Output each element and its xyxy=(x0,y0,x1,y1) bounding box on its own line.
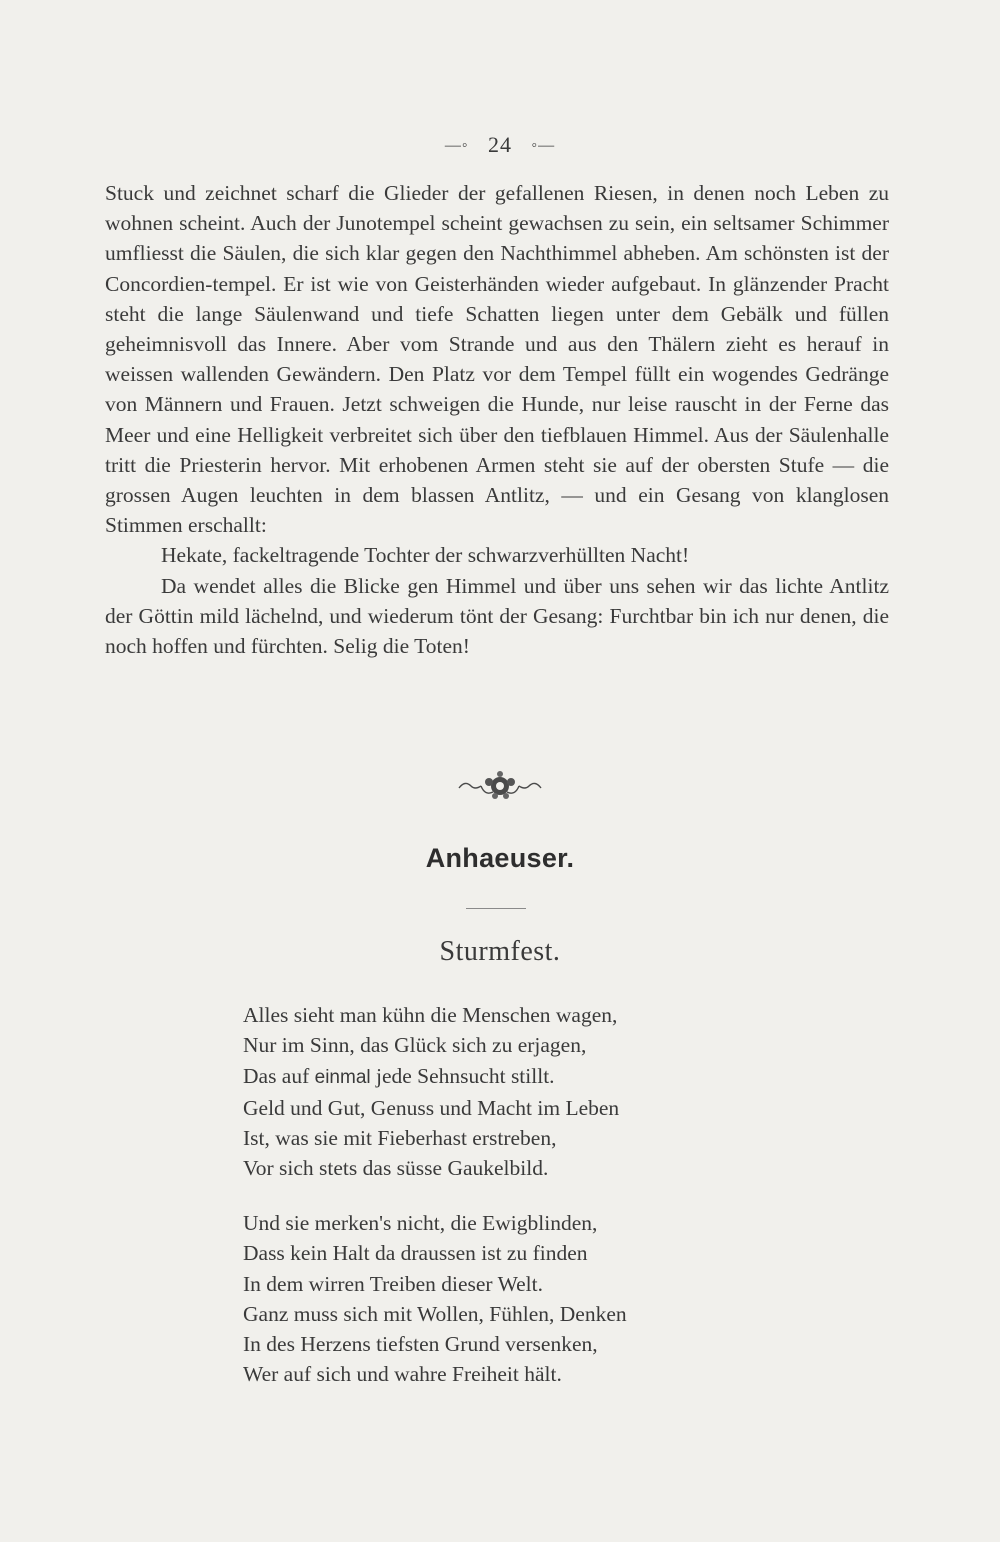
author-name: Anhaeuser. xyxy=(425,843,575,873)
poem-line: In dem wirren Treiben dieser Welt. xyxy=(243,1271,544,1296)
page-number-deco-right: ◦— xyxy=(531,137,556,154)
poem-line: Ist, was sie mit Fieberhast erstreben, xyxy=(243,1126,557,1151)
poem-line: Ganz muss sich mit Wollen, Fühlen, Denken xyxy=(243,1301,627,1326)
page-number xyxy=(0,132,1000,158)
poem-line: Nur im Sinn, das Glück sich zu erjagen, xyxy=(243,1033,587,1058)
poem-stanza xyxy=(243,1000,763,1184)
prose-paragraph: Stuck und zeichnet scharf die Glieder der gefallenen Riesen, in denen noch Leben zu wohnen scheint. Auch der Junotempel scheint gewachsen zu sein, ein seltsamer Schimmer umfliesst die Säulen, die sich klar gegen den Nachthimmel abheben. Am schönsten ist der Concordien-tempel. Er ist wie von Geisterhänden wieder aufgebaut. In glänzender Pracht steht die lange Säulenwand und tiefe Schatten liegen unter dem Gebälk und füllen geheimnisvoll das Innere. Aber vom Strande und aus den Thälern zieht es herauf in weissen wallenden Gewändern. Den Platz vor dem Tempel füllt ein wogendes Gedränge von Männern und Frauen. Jetzt schweigen die Hunde, nur leise rauscht in der Ferne das Meer und eine Helligkeit verbreitet sich über den tiefblauen Himmel. Aus der Säulenhalle tritt die Priesterin hervor. Mit erhobenen Armen steht sie auf der obersten Stufe — die grossen Augen leuchten in dem blassen Antlitz, — und ein Gesang von klanglosen Stimmen erschallt: xyxy=(105,181,889,538)
divider xyxy=(466,908,526,909)
poem-title: Sturmfest. xyxy=(439,936,561,967)
poem-line-text: Das auf xyxy=(243,1063,315,1088)
poem-line: Geld und Gut, Genuss und Macht im Leben xyxy=(243,1095,620,1120)
poem-line: Alles sieht man kühn die Menschen wagen, xyxy=(243,1003,618,1027)
poem-stanza xyxy=(243,1208,763,1390)
page-number-deco-left: —◦ xyxy=(444,137,469,154)
floral-ornament-icon xyxy=(455,768,545,804)
prose-paragraph: Da wendet alles die Blicke gen Himmel und über uns sehen wir das lichte Antlitz der Göttin mild lächelnd, und wiederum tönt der Gesang: Furchtbar bin ich nur denen, die noch hoffen und fürchten. Selig die Toten! xyxy=(105,573,889,659)
prose-paragraph-invocation: Hekate, fackeltragende Tochter der schwarzverhüllten Nacht! xyxy=(161,543,690,568)
page-number-value: 24 xyxy=(488,132,512,157)
poem-line: Vor sich stets das süsse Gaukelbild. xyxy=(243,1156,549,1181)
poem-line: Dass kein Halt da draussen ist zu finden xyxy=(243,1241,588,1266)
poem-line: Wer auf sich und wahre Freiheit hält. xyxy=(243,1362,562,1387)
prose-section xyxy=(105,178,889,661)
poem-line xyxy=(243,1061,763,1093)
poem-line-text: jede Sehnsucht stillt. xyxy=(370,1063,555,1088)
poem-line: In des Herzens tiefsten Grund versenken, xyxy=(243,1332,598,1357)
emphasized-word: einmal xyxy=(314,1066,371,1088)
poem-line: Und sie merken's nicht, die Ewigblinden, xyxy=(243,1211,598,1235)
